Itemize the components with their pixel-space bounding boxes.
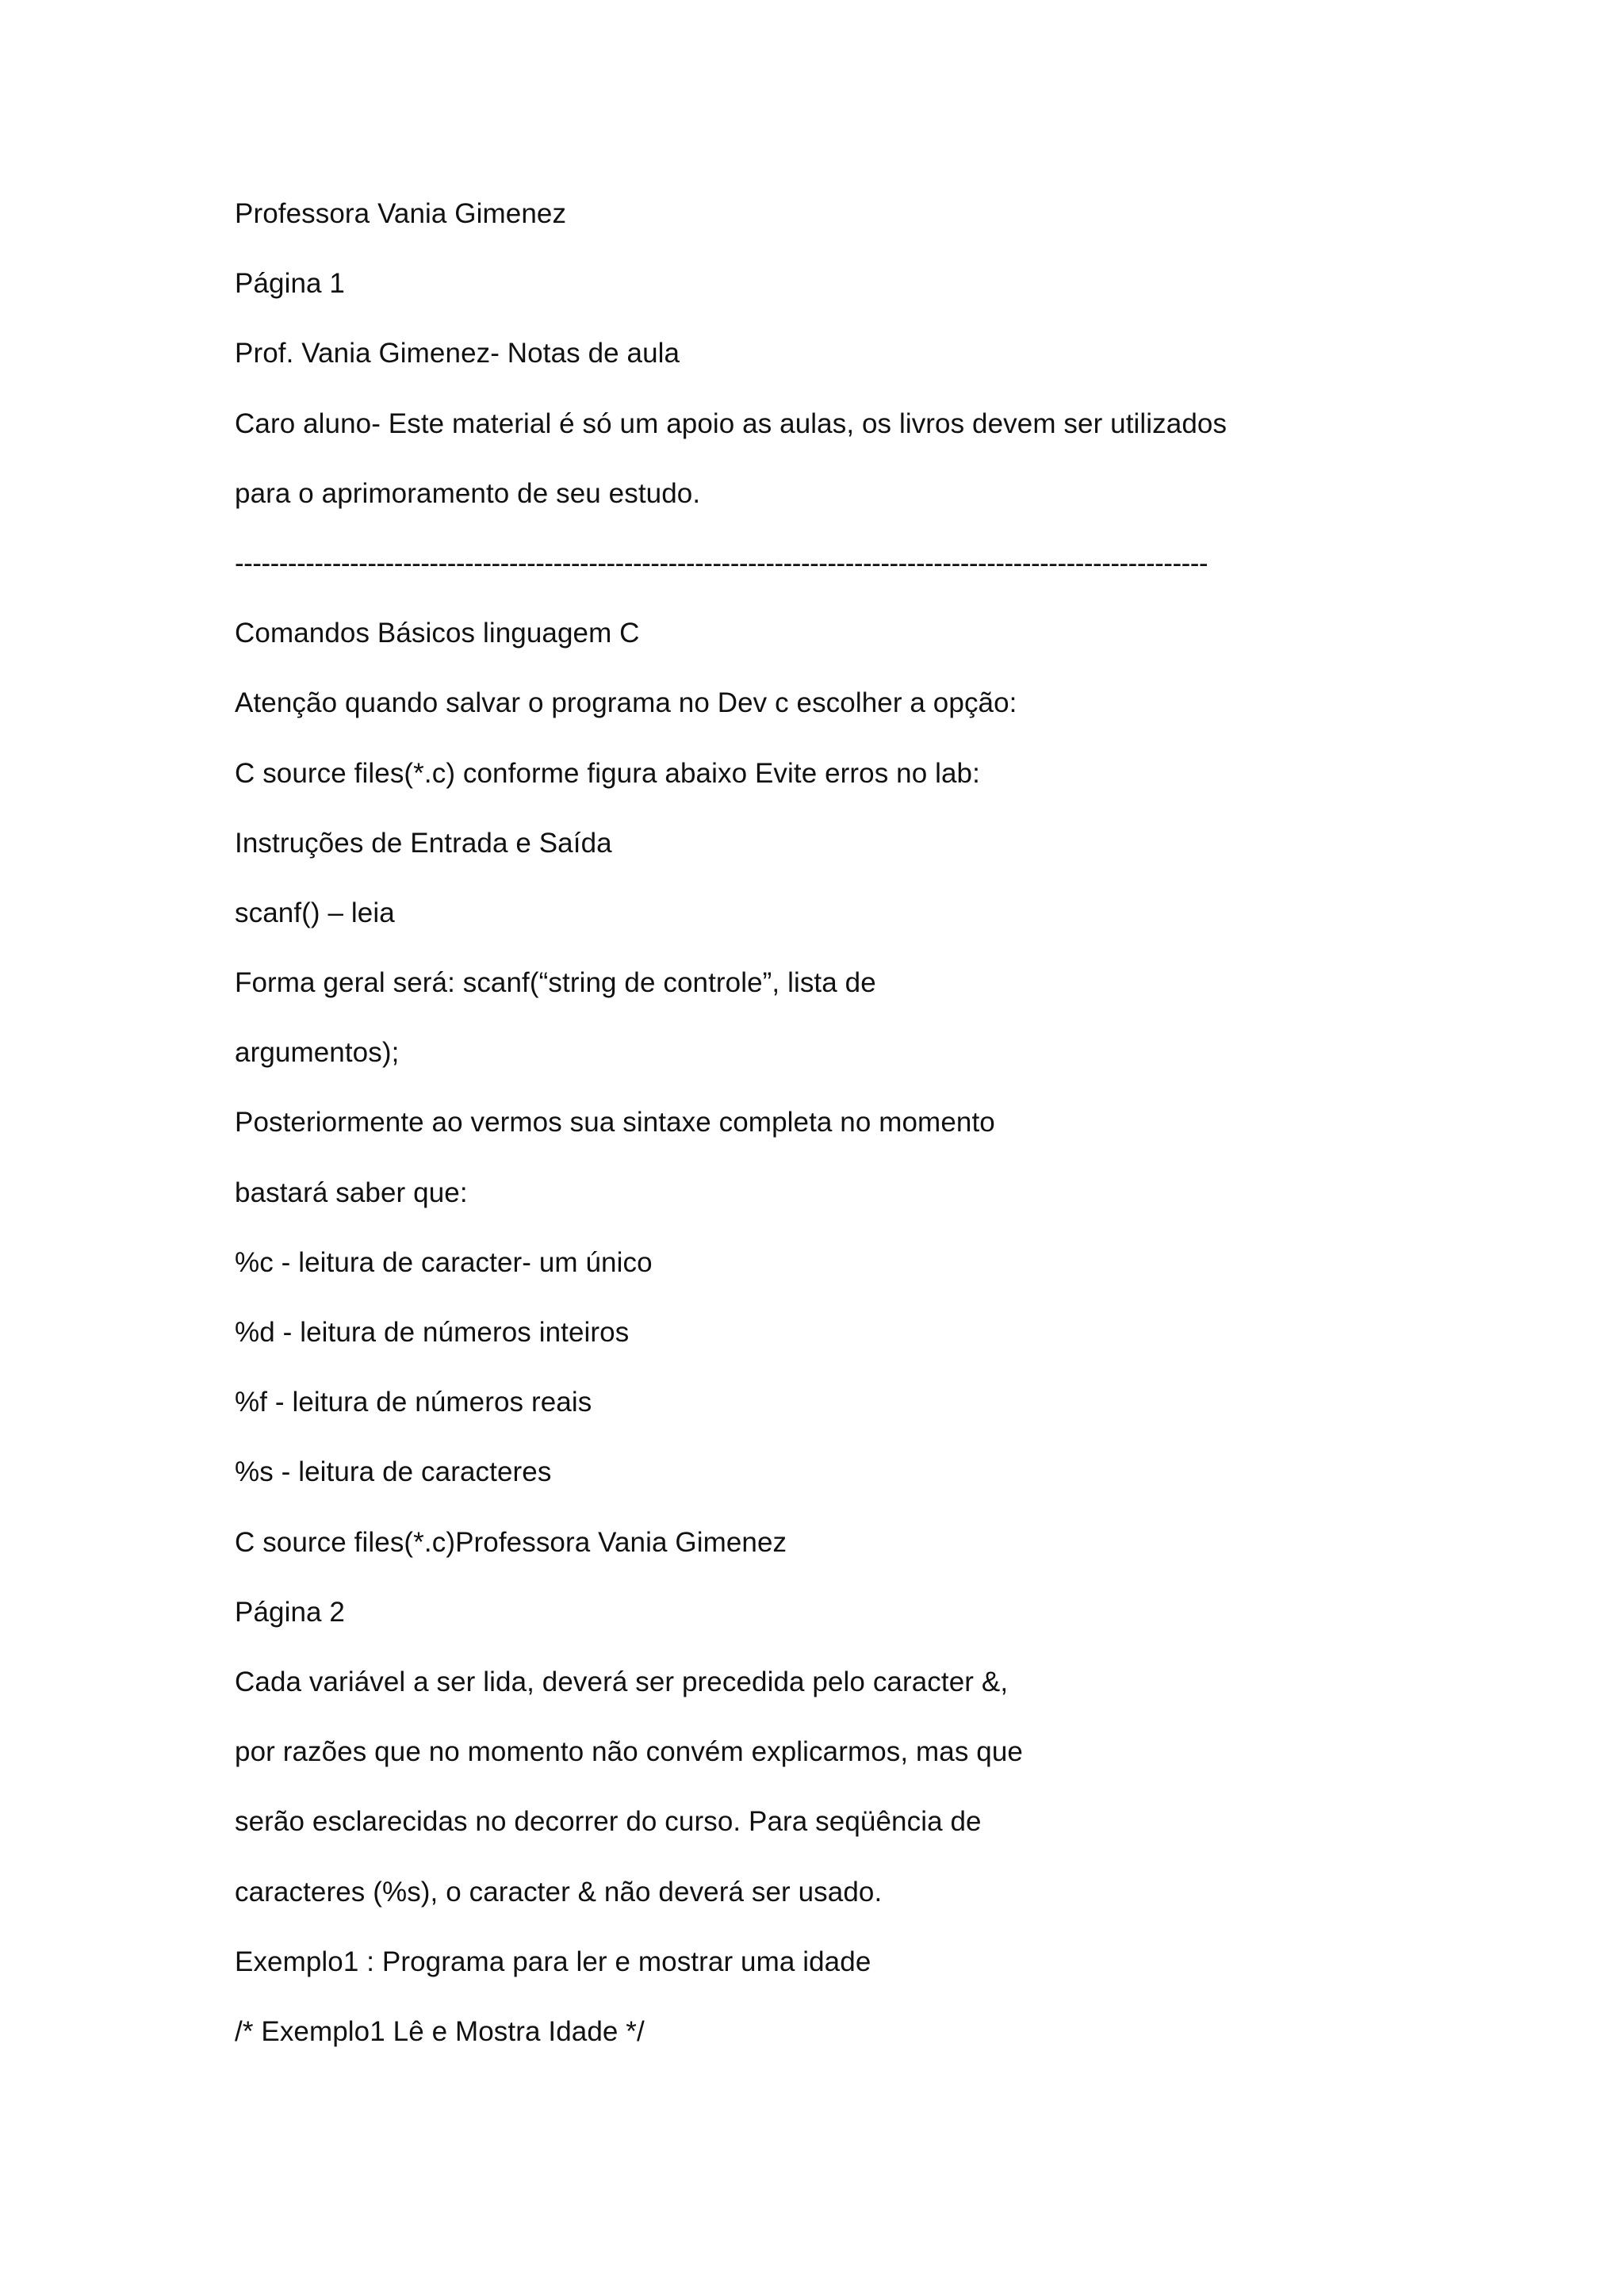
section-heading: Comandos Básicos linguagem C [235,618,640,649]
paragraph-line: C source files(*.c)Professora Vania Gimenez [235,1526,787,1558]
paragraph-line: serão esclarecidas no decorrer do curso. Para seqüência de [235,1806,982,1838]
format-specifier-line: %s - leitura de caracteres [235,1456,552,1488]
dashed-separator: -------------------------------------------------------------------------------------------------------------- [235,547,1208,579]
page-number: Página 1 [235,268,345,300]
paragraph-line: Forma geral será: scanf(“string de controle”, lista de [235,967,876,999]
format-specifier-line: %f - leitura de números reais [235,1387,592,1418]
page-number: Página 2 [235,1596,345,1628]
paragraph-line: Caro aluno- Este material é só um apoio as aulas, os livros devem ser utilizados [235,408,1228,439]
paragraph-line: C source files(*.c) conforme figura abaixo Evite erros no lab: [235,757,980,789]
notes-title: Prof. Vania Gimenez- Notas de aula [235,338,680,369]
paragraph-line: para o aprimoramento de seu estudo. [235,477,701,509]
paragraph-line: scanf() – leia [235,897,395,928]
paragraph-line: Posteriormente ao vermos sua sintaxe completa no momento [235,1107,995,1138]
example-heading: Exemplo1 : Programa para ler e mostrar uma idade [235,1946,871,1977]
paragraph-line: por razões que no momento não convém explicarmos, mas que [235,1736,1023,1768]
paragraph-line: Cada variável a ser lida, deverá ser precedida pelo caracter &, [235,1666,1009,1697]
paragraph-line: bastará saber que: [235,1177,468,1208]
paragraph-line: argumentos); [235,1037,400,1069]
subsection-heading: Instruções de Entrada e Saída [235,827,612,859]
header-author: Professora Vania Gimenez [235,198,567,229]
paragraph-line: Atenção quando salvar o programa no Dev c escolher a opção: [235,687,1017,719]
paragraph-line: caracteres (%s), o caracter & não deverá ser usado. [235,1876,883,1908]
code-comment-line: /* Exemplo1 Lê e Mostra Idade */ [235,2015,645,2047]
document-body [235,192,1503,2080]
format-specifier-line: %c - leitura de caracter- um único [235,1246,653,1278]
format-specifier-line: %d - leitura de números inteiros [235,1317,630,1348]
